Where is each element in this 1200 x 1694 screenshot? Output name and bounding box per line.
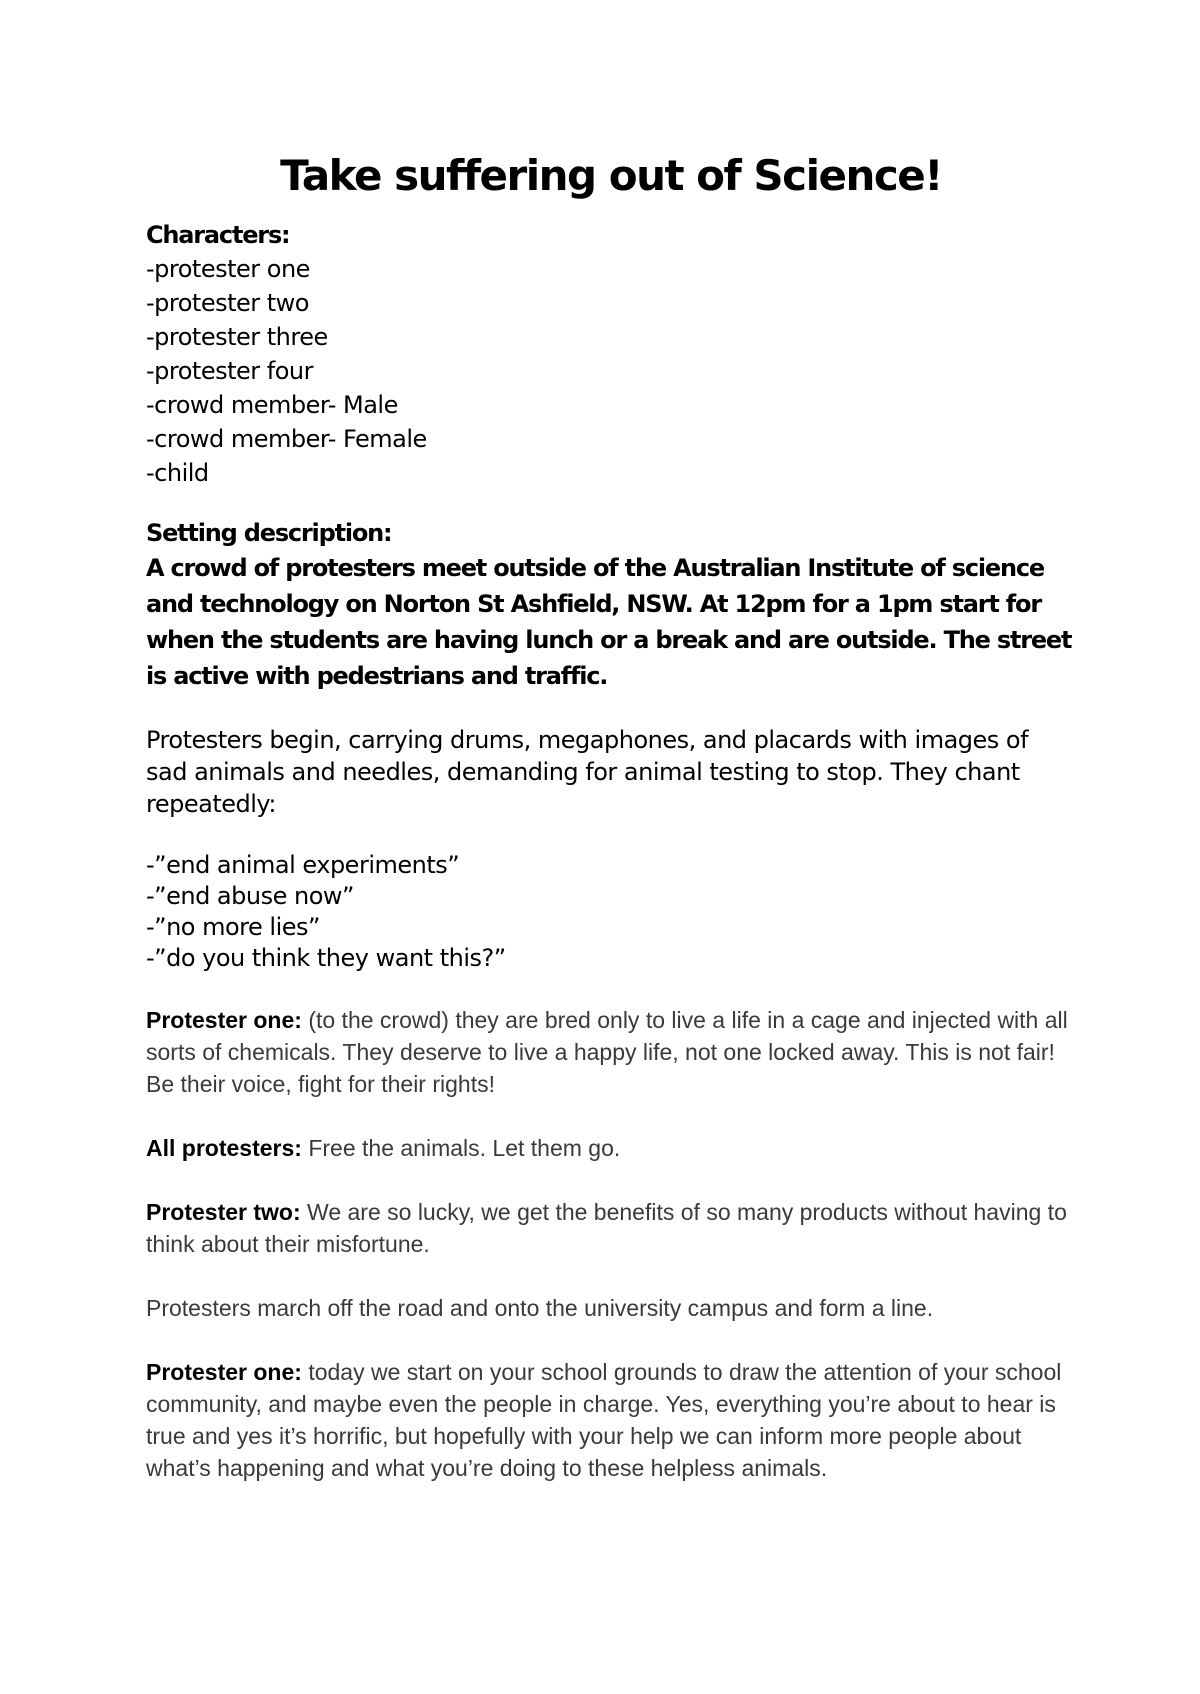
dialogue-text: Free the animals. Let them go.	[301, 1135, 621, 1161]
chant-item: -”end animal experiments”	[146, 851, 460, 879]
character-item: -protester two	[146, 289, 309, 317]
stage-direction	[146, 1292, 1076, 1324]
character-item: -protester three	[146, 323, 328, 351]
speaker-name: Protester two:	[146, 1199, 301, 1225]
chant-list	[146, 850, 1076, 974]
characters-heading: Characters:	[146, 221, 290, 249]
setting-description: A crowd of protesters meet outside of the Australian Institute of science and technology on Norton St Ashfield, NSW. At 12pm for a 1pm start for when the students are having lunch or a break and are outside. The street is active with pedestrians and traffic.	[146, 554, 1072, 690]
dialogue-text: (to the crowd) they are bred only to live a life in a cage and injected with all sorts of chemicals. They deserve to live a happy life, not one locked away. This is not fair! Be their voice, fight for their rights!	[146, 1007, 1068, 1097]
characters-list	[146, 252, 1076, 490]
dialogue-line	[146, 1196, 1076, 1260]
character-item: -child	[146, 459, 209, 487]
dialogue-text: today we start on your school grounds to draw the attention of your school community, and maybe even the people in charge. Yes, everything you’re about to hear is true and yes it’s horrific, but hopefully with your help we can inform more people about what’s happening and what you’re doing to these helpless animals.	[146, 1359, 1062, 1481]
character-item: -crowd member- Female	[146, 425, 427, 453]
speaker-name: All protesters:	[146, 1135, 302, 1161]
intro-paragraph: Protesters begin, carrying drums, megaphones, and placards with images of sad animals and needles, demanding for animal testing to stop. They chant repeatedly:	[146, 726, 1029, 818]
speaker-name: Protester one:	[146, 1359, 302, 1385]
chant-item: -”do you think they want this?”	[146, 944, 506, 972]
speaker-name: Protester one:	[146, 1007, 302, 1033]
dialogue-text: Protesters march off the road and onto the university campus and form a line.	[146, 1295, 934, 1321]
document-page	[146, 150, 1076, 1516]
dialogue-text: We are so lucky, we get the benefits of so many products without having to think about their misfortune.	[146, 1199, 1067, 1257]
character-item: -crowd member- Male	[146, 391, 398, 419]
character-item: -protester four	[146, 357, 313, 385]
chant-item: -”end abuse now”	[146, 882, 354, 910]
character-item: -protester one	[146, 255, 310, 283]
dialogue-line	[146, 1132, 1076, 1164]
page-title: Take suffering out of Science!	[280, 151, 942, 200]
dialogue-line	[146, 1004, 1076, 1100]
setting-heading: Setting description:	[146, 519, 392, 547]
chant-item: -”no more lies”	[146, 913, 320, 941]
dialogue-line	[146, 1356, 1076, 1484]
